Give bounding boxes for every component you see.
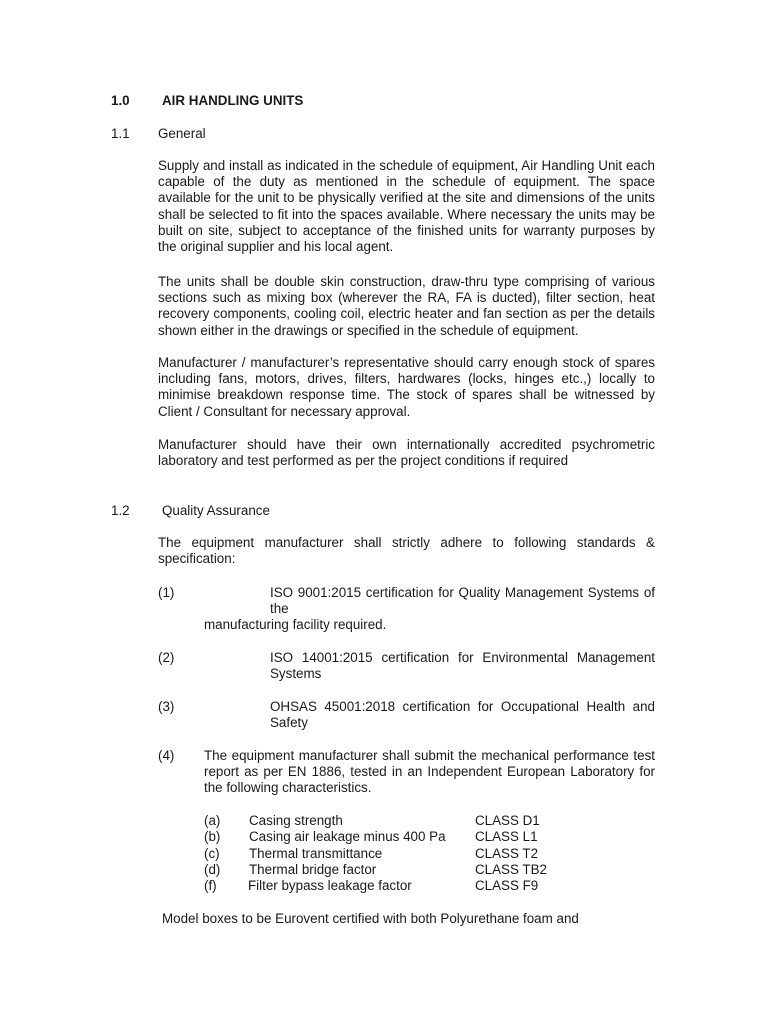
characteristic-class: CLASS TB2: [475, 862, 547, 877]
list-item-text: The equipment manufacturer shall submit the mechanical performance test report as per EN 1886, tested in an Independent European Laboratory for the following characteristics.: [204, 748, 655, 796]
paragraph: The units shall be double skin construction, draw-thru type comprising of various sections such as mixing box (wherever the RA, FA is ducted), filter section, heat recovery components, cooling coil, electric heater and fan section as per the details shown either in the drawings or specified in the schedule of equipment.: [158, 274, 655, 338]
characteristic-label: (c): [204, 846, 220, 861]
subsection-title-quality: Quality Assurance: [162, 503, 270, 518]
quality-intro: The equipment manufacturer shall strictly adhere to following standards & specification:: [158, 535, 655, 567]
characteristic-name: Thermal bridge factor: [249, 862, 377, 877]
list-item-label: (4): [158, 748, 175, 763]
characteristic-label: (b): [204, 829, 221, 844]
characteristic-class: CLASS D1: [475, 813, 540, 828]
characteristic-name: Casing air leakage minus 400 Pa: [249, 829, 446, 844]
characteristic-name: Thermal transmittance: [249, 846, 383, 861]
paragraph: Manufacturer / manufacturer’s representative should carry enough stock of spares including fans, motors, drives, filters, hardwares (locks, hinges etc.,) locally to minimise breakdown response time. The stock of spares shall be witnessed by Client / Consultant for necessary approval.: [158, 355, 655, 419]
characteristic-name: Filter bypass leakage factor: [248, 878, 412, 893]
list-item-label: (3): [158, 699, 175, 714]
list-item-label: (2): [158, 650, 175, 665]
list-item-text: ISO 9001:2015 certification for Quality Management Systems of the: [270, 585, 655, 617]
characteristic-label: (d): [204, 862, 221, 877]
characteristic-label: (f): [204, 878, 217, 893]
characteristic-class: CLASS T2: [475, 846, 539, 861]
list-item-text: OHSAS 45001:2018 certification for Occupational Health and Safety: [270, 699, 655, 731]
characteristic-class: CLASS F9: [475, 878, 539, 893]
characteristic-name: Casing strength: [249, 813, 343, 828]
subsection-number-quality: 1.2: [111, 503, 130, 518]
characteristic-class: CLASS L1: [475, 829, 538, 844]
list-item-label: (1): [158, 585, 175, 600]
paragraph: Manufacturer should have their own internationally accredited psychrometric laboratory and test performed as per the project conditions if required: [158, 437, 655, 469]
section-title: AIR HANDLING UNITS: [162, 93, 304, 108]
section-number: 1.0: [111, 93, 130, 108]
list-item-text: ISO 14001:2015 certification for Environmental Management Systems: [270, 650, 655, 682]
subsection-number-general: 1.1: [111, 126, 130, 141]
characteristic-label: (a): [204, 813, 221, 828]
subsection-title-general: General: [158, 126, 206, 141]
footer-text: Model boxes to be Eurovent certified with both Polyurethane foam and: [162, 911, 579, 926]
list-item-continuation: manufacturing facility required.: [204, 617, 387, 632]
paragraph: Supply and install as indicated in the schedule of equipment, Air Handling Unit each capable of the duty as mentioned in the schedule of equipment. The space available for the unit to be physically verified at the site and dimensions of the units shall be selected to fit into the spaces available. Where necessary the units may be built on site, subject to acceptance of the finished units for warranty purposes by the original supplier and his local agent.: [158, 158, 655, 255]
